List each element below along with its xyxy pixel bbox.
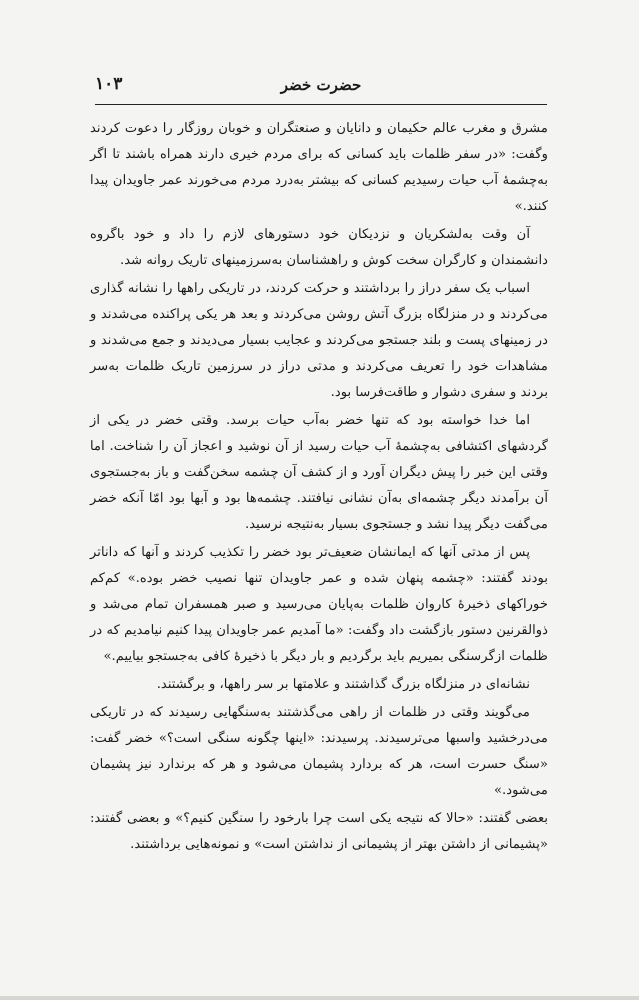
paragraph: مشرق و مغرب عالم حکیمان و دانایان و صنعتگران و خوبان روزگار را دعوت کردند وگفت: «در سفر ظلمات باید کسانی که برای مردم خیری دارند همراه باشند تا اگر به‌چشمهٔ آب حیات رسیدیم کسانی که بیشتر به‌درد مردم می‌خورند عمر جاویدان پیدا کنند.» (90, 121, 548, 214)
paragraph: اما خدا خواسته بود که تنها خضر به‌آب حیات برسد. وقتی خضر در یکی از گردشهای اکتشافی به‌چشمهٔ آب حیات رسید از آن نوشید و اعجاز آن را شناخت. اما وقتی این خبر را پیش دیگران آورد و از کشف آن چشمه سخن‌گفت و باز به‌جستجوی آن برآمدند دیگر چشمه‌ای به‌آن نشانی نیافتند. چشمه‌ها بود و آبها بود امّا آنکه خضر می‌گفت دیگر پیدا نشد و جستجوی بسیار به‌نتیجه نرسید. (90, 413, 548, 532)
body-text (90, 116, 548, 860)
page-number: ۱۰۳ (95, 74, 123, 94)
paragraph: اسباب یک سفر دراز را برداشتند و حرکت کردند، در تاریکی راهها را نشانه گذاری می‌کردند و در منزلگاه بزرگ آتش روشن می‌کردند و بعد هر یکی پراکنده می‌شدند و در زمینهای پست و بلند جستجو می‌کردند و عجایب بسیار می‌دیدند و جمع می‌شدند و مشاهدات خود را تعریف می‌کردند و مدتی دراز در سرزمین تاریک ظلمات به‌سر بردند و سفری دشوار و طاقت‌فرسا بود. (90, 281, 548, 400)
running-title: حضرت خضر (280, 76, 362, 94)
paragraph: پس از مدتی آنها که ایمانشان ضعیف‌تر بود خضر را تکذیب کردند و آنها که داناتر بودند گفتند: «چشمه پنهان شده و عمر جاویدان تنها نصیب خضر بوده.» کم‌کم خوراکهای ذخیرهٔ کاروان ظلمات به‌پایان می‌رسید و صبر همسفران تمام می‌شد و ذوالقرنین دستور بازگشت داد وگفت: «ما آمدیم عمر جاویدان پیدا کنیم نیامدیم که در ظلمات ازگرسنگی بمیریم باید برگردیم و بار دیگر با ذخیرهٔ کافی به‌جستجو بیاییم.» (90, 545, 548, 664)
header-rule (95, 104, 547, 105)
paragraph: می‌گویند وقتی در ظلمات از راهی می‌گذشتند به‌سنگهایی رسیدند که در تاریکی می‌درخشید واسبها می‌ترسیدند. پرسیدند: «اینها چگونه سنگی است؟» خضر گفت: «سنگ حسرت است، هر که بردارد پشیمان می‌شود و هر که برندارد نیز پشیمان می‌شود.» (90, 705, 548, 798)
paragraph: بعضی گفتند: «حالا که نتیجه یکی است چرا بارخود را سنگین کنیم؟» و بعضی گفتند: «پشیمانی از داشتن بهتر از پشیمانی از نداشتن است» و نمونه‌هایی برداشتند. (90, 811, 548, 852)
paragraph: آن وقت به‌لشکریان و نزدیکان خود دستورهای لازم را داد و خود باگروه دانشمندان و کارگران سخت کوش و راهشناسان به‌سرزمینهای تاریک روانه شد. (90, 227, 548, 268)
page-bottom-edge (0, 996, 639, 1000)
page-header (95, 72, 547, 100)
paragraph: نشانه‌ای در منزلگاه بزرگ گذاشتند و علامتها بر سر راهها، و برگشتند. (156, 677, 530, 692)
